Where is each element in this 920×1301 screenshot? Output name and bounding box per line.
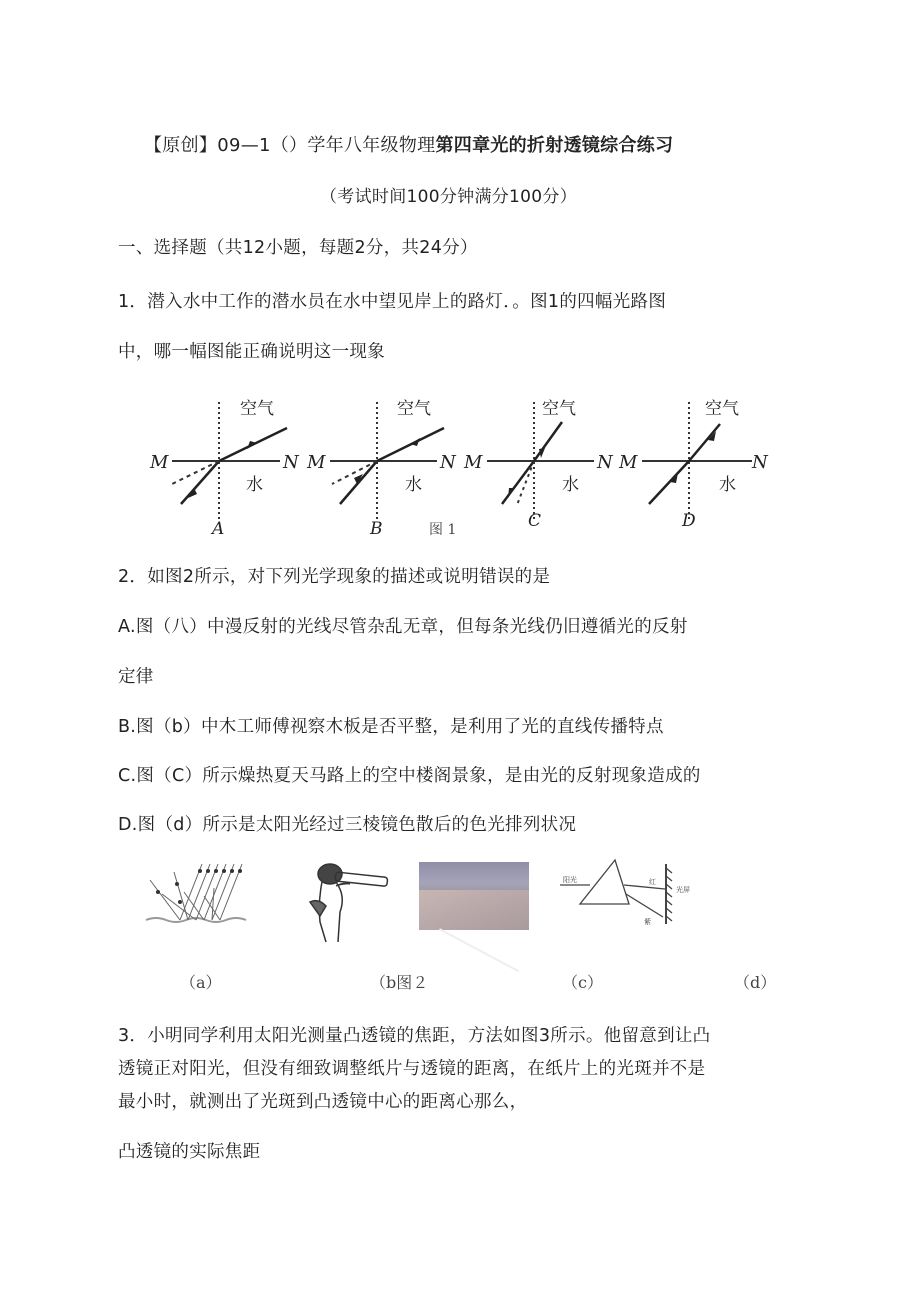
svg-text:图 1: 图 1 [429,522,457,538]
question-1-line-1: 1．潜入水中工作的潜水员在水中望见岸上的路灯．。图1的四幅光路图 [118,292,667,312]
svg-text:空气: 空气 [705,399,739,419]
question-3-line-3: 最小时，就测出了光斑到凸透镜中心的距离心那么， [118,1092,528,1112]
svg-text:紫: 紫 [644,918,651,926]
mirage-road-photo [419,862,529,930]
svg-text:M: M [307,452,326,473]
exam-time-note: （考试时间100分钟满分100分） [320,187,577,207]
svg-text:阳光: 阳光 [563,876,577,884]
figure-2-caption-a: （a） [180,973,222,992]
svg-text:M: M [150,452,169,473]
svg-text:N: N [752,452,768,473]
panel-a [172,402,287,520]
svg-text:N: N [440,452,456,473]
figure-1-refraction-diagrams [142,392,782,542]
svg-text:水: 水 [719,475,736,495]
svg-text:M: M [619,452,638,473]
title-prefix: 【原创】09—1（）学年八年级物理 [144,135,436,156]
section-heading: 一、选择题（共12小题，每题2分，共24分） [118,238,478,258]
svg-text:水: 水 [562,475,579,495]
svg-text:光屏: 光屏 [676,886,690,894]
question-3-line-1: 3．小明同学利用太阳光测量凸透镜的焦距，方法如图3所示。他留意到让凸 [118,1026,711,1046]
figure-2-caption-d: （d） [734,973,777,992]
svg-text:空气: 空气 [542,399,576,419]
svg-text:空气: 空气 [397,399,431,419]
question-3-line-4: 凸透镜的实际焦距 [118,1142,261,1162]
svg-text:A: A [212,519,225,539]
carpenter-figure [310,864,388,942]
svg-text:D: D [682,511,696,531]
option-c: C.图（C）所示燥热夏天马路上的空中楼阁景象，是由光的反射现象造成的 [118,766,701,786]
option-b: B.图（b）中木工师傅视察木板是否平整，是利用了光的直线传播特点 [118,717,664,737]
figure-2-caption-c: （c） [562,973,603,992]
question-2-stem: 2．如图2所示，对下列光学现象的描述或说明错误的是 [118,567,551,587]
prism-dispersion-diagram [560,860,672,924]
option-a-line-1: A.图（八）中漫反射的光线尽管杂乱无章，但每条光线仍旧遵循光的反射 [118,617,688,637]
svg-text:N: N [283,452,299,473]
question-3-line-2: 透镜正对阳光，但没有细致调整纸片与透镜的距离，在纸片上的光斑并不是 [118,1059,706,1079]
figure-2-caption-b: （b图２ [370,973,429,992]
svg-text:水: 水 [246,475,263,495]
svg-text:C: C [528,511,542,531]
svg-text:空气: 空气 [240,399,274,419]
svg-text:M: M [464,452,483,473]
svg-text:N: N [597,452,613,473]
title-chapter: 第四章光的折射透镜综合练习 [435,135,674,156]
svg-text:水: 水 [405,475,422,495]
question-1-line-2: 中，哪一幅图能正确说明这一现象 [118,342,385,362]
option-a-line-2: 定律 [118,667,154,687]
svg-text:红: 红 [649,878,656,886]
svg-text:B: B [370,519,383,539]
option-d: D.图（d）所示是太阳光经过三棱镜色散后的色光排列状况 [118,815,577,835]
document-title [144,131,673,157]
